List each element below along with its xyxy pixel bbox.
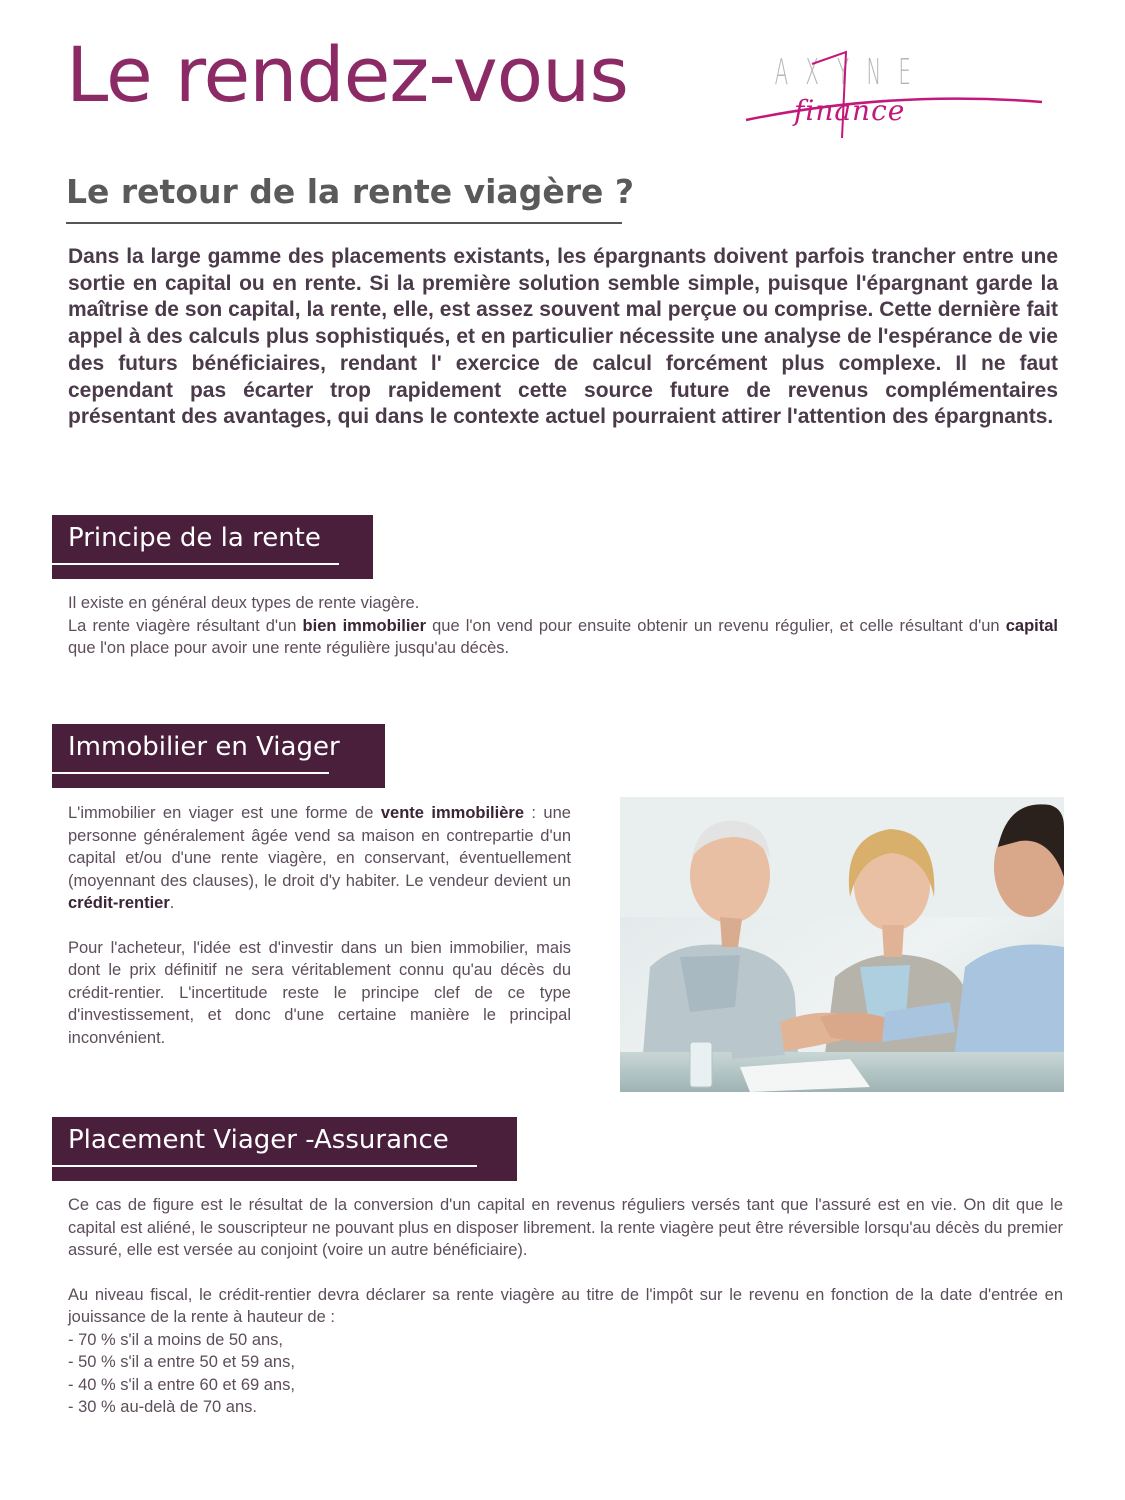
logo-letter: A bbox=[774, 52, 789, 93]
section-heading-placement bbox=[52, 1117, 517, 1181]
principe-line-1: Il existe en général deux types de rente viagère. bbox=[68, 594, 420, 612]
section-heading-label: Placement Viager -Assurance bbox=[68, 1125, 449, 1155]
section-heading-rule bbox=[52, 1165, 477, 1167]
text-run: : une personne généralement âgée vend sa maison en contrepartie d'un capital et/ou d'une rente viagère, en conservant, éventuellement (moyennant des clauses), le droit d'y habiter. Le vendeur devient un bbox=[68, 804, 571, 890]
immobilier-paragraph-2: Pour l'acheteur, l'idée est d'investir dans un bien immobilier, mais dont le prix définitif ne sera véritablement connu qu'au décès du crédit-rentier. L'incertitude reste le principe clef de ce type d'investissement, et donc d'une certaine manière le principal inconvénient. bbox=[68, 938, 571, 1047]
placement-paragraph-1: Ce cas de figure est le résultat de la conversion d'un capital en revenus réguliers versés tant que l'assuré est en vie. On dit que le capital est aliéné, le souscripteur ne pouvant plus en disposer librement. la rente viagère peut être réversible lorsqu'au décès du premier assuré, elle est versée au conjoint (voire un autre bénéficiaire). bbox=[68, 1196, 1063, 1259]
section-heading-rule bbox=[52, 772, 329, 774]
tax-rate-list bbox=[68, 1329, 1063, 1419]
logo-letter: E bbox=[898, 52, 911, 93]
logo-letter: N bbox=[866, 52, 882, 93]
placement-body bbox=[68, 1194, 1063, 1419]
list-item: - 70 % s'il a moins de 50 ans, bbox=[68, 1330, 284, 1349]
text-run: que l'on vend pour ensuite obtenir un revenu régulier, et celle résultant d'un bbox=[426, 616, 1006, 635]
logo-letter: X bbox=[805, 52, 819, 93]
section-heading-principe bbox=[52, 515, 373, 579]
text-run: L'immobilier en viager est une forme de bbox=[68, 804, 381, 822]
bold-term: vente immobilière bbox=[380, 804, 524, 822]
axyne-finance-logo bbox=[742, 50, 1052, 145]
list-item: - 50 % s'il a entre 50 et 59 ans, bbox=[68, 1353, 295, 1371]
text-run: . bbox=[169, 894, 175, 912]
intro-paragraph: Dans la large gamme des placements existants, les épargnants doivent parfois trancher entre une sortie en capital ou en rente. Si la première solution semble simple, puisque l'épargnant garde la maîtrise de son capital, la rente, elle, est assez souvent mal perçue ou comprise. Cette dernière fait appel à des calculs plus sophistiqués, et en particulier nécessite une analyse de l'espérance de vie des futurs bénéficiaires, rendant l' exercice de calcul forcément plus complexe. Il ne faut cependant pas écarter trop rapidement cette source future de revenus complémentaires présentant des avantages, qui dans le contexte actuel pourraient attirer l'attention des épargnants. bbox=[68, 245, 1058, 429]
subtitle-underline bbox=[66, 222, 622, 224]
bold-term: crédit-rentier bbox=[68, 894, 170, 912]
text-run: La rente viagère résultant d'un bbox=[68, 616, 303, 635]
placement-paragraph-2: Au niveau fiscal, le crédit-rentier devra déclarer sa rente viagère au titre de l'impôt sur le revenu en fonction de la date d'entrée en jouissance de la rente à hauteur de : bbox=[68, 1285, 1063, 1326]
page-title: Le rendez-vous bbox=[66, 30, 628, 119]
list-item: - 30 % au-delà de 70 ans. bbox=[68, 1398, 257, 1416]
section-heading-immobilier bbox=[52, 724, 385, 788]
article-subtitle: Le retour de la rente viagère ? bbox=[66, 172, 634, 211]
section-heading-label: Principe de la rente bbox=[68, 523, 321, 553]
immobilier-body bbox=[68, 802, 571, 1049]
logo-script: finance bbox=[794, 94, 906, 127]
bold-term: bien immobilier bbox=[302, 616, 426, 635]
principe-paragraph-2 bbox=[68, 615, 1058, 660]
list-item: - 40 % s'il a entre 60 et 69 ans, bbox=[68, 1375, 295, 1394]
bold-term: capital bbox=[1005, 616, 1058, 635]
section-heading-label: Immobilier en Viager bbox=[68, 732, 340, 762]
immobilier-paragraph-1 bbox=[68, 802, 571, 915]
principe-body bbox=[68, 592, 1058, 660]
logo-letter: Y bbox=[836, 52, 850, 93]
handshake-photo bbox=[620, 797, 1064, 1092]
section-heading-rule bbox=[52, 563, 339, 565]
text-run: que l'on place pour avoir une rente régulière jusqu'au décès. bbox=[68, 639, 510, 657]
